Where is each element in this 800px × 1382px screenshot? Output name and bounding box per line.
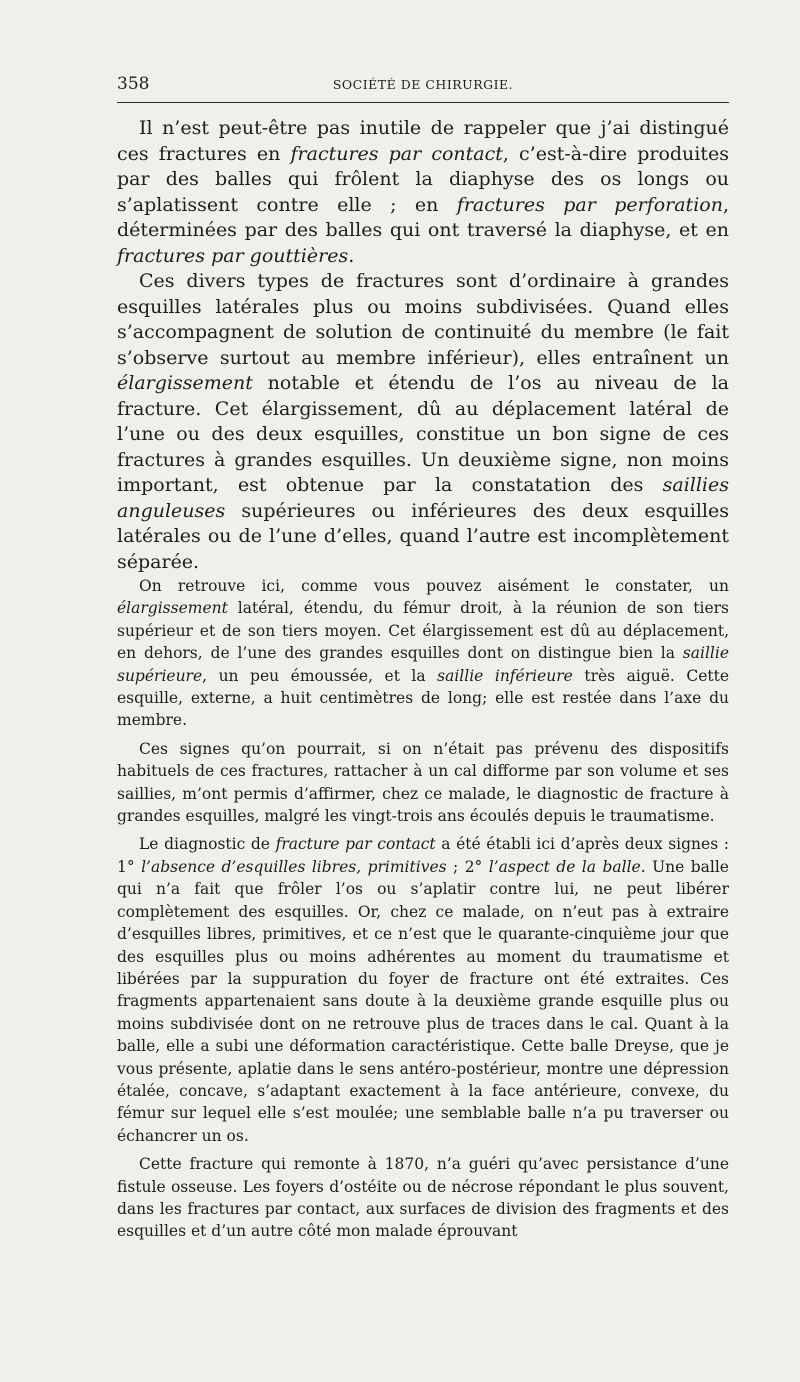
italic-term: l’absence d’esquilles libres, primitives — [141, 857, 447, 876]
text-run: a été établi ici d’après deux signes : 1° — [117, 835, 729, 876]
text-run: notable et étendu de l’os au niveau de la fracture. Cet élargissement, dû au déplacement latéral de l’une ou des deux esquilles, constitue un bon signe de ces fractures à grandes esquilles. Un deuxième signe, non moins important, est obtenue par la constatation des — [117, 372, 729, 496]
text-run: Ces divers types de fractures sont d’ordinaire à grandes esquilles latérales plus ou moins subdivisées. Quand elles s’accompagnent de solution de continuité du membre (le fait s’observe surtout au membre inférieur), elles entraînent un — [117, 270, 729, 369]
text-run: , c’est-à-dire produites par des balles qui frôlent la diaphyse des os longs ou s’aplatissent contre elle ; en — [117, 142, 729, 216]
running-head: SOCIÉTÉ DE CHIRURGIE. — [332, 77, 514, 92]
text-run: . Une balle qui n’a fait que frôler l’os ou s’aplatir contre lui, ne peut libérer complètement des esquilles. Or, chez ce malade, on n’eut pas à extraire d’esquilles libres, primitives, et ce n’est que le quarante-cinquième jour que des esquilles plus ou moins adhérentes au moment du traumatisme et libérées par la suppuration du foyer de fracture ont été extraites. Ces fragments appartenaient sans doute à la deuxième grande esquille plus ou moins subdivisée dont on ne retrouve plus de traces dans le cal. Quant à la balle, elle a subi une déformation caractéristique. Cette balle Dreyse, que je vous présente, aplatie dans le sens antéro-postérieur, montre une dépression étalée, concave, s’adaptant exactement à la face antérieure, convexe, du fémur sur lequel elle s’est moulée; une semblable balle n’a pu traverser ou échancrer un os. — [117, 857, 729, 1145]
body-text — [117, 116, 729, 1243]
italic-term: élargissement — [117, 599, 228, 618]
italic-term: élargissement — [117, 372, 253, 394]
italic-term: saillies anguleuses — [117, 474, 729, 522]
italic-term: fracture par contact — [275, 835, 436, 854]
paragraph-case-elargissement — [117, 575, 729, 732]
text-run: , déterminées par des balles qui ont traversé la diaphyse, et en — [117, 193, 729, 241]
italic-term: saillie inférieure — [437, 666, 573, 685]
italic-term: fractures par contact — [290, 142, 503, 165]
text-run: On retrouve ici, comme vous pouvez aisément le constater, un — [139, 577, 729, 595]
text-run: Il n’est peut-être pas inutile de rappeler que j’ai distingué ces fractures en — [117, 117, 729, 165]
paragraph-case-signes — [117, 738, 729, 828]
text-run: Le diagnostic de — [139, 835, 276, 854]
text-run: Ces signes qu’on pourrait, si on n’était pas prévenu des dispositifs habituels de ces fractures, rattacher à un cal difforme par son volume et ses saillies, m’ont permis d’affirmer, chez ce malade, le diagnostic de fracture à grandes esquilles, malgré les vingt-trois ans écoulés depuis le traumatisme. — [117, 739, 729, 826]
page-number: 358 — [117, 74, 150, 94]
text-run: Cette fracture qui remonte à 1870, n’a guéri qu’avec persistance d’une fistule osseuse. Les foyers d’ostéite ou de nécrose répondant le plus souvent, dans les fractures par contact, aux surfaces de division des fragments et des esquilles et d’un autre côté mon malade éprouvant — [117, 1155, 729, 1241]
italic-term: fractures par perforation — [456, 193, 723, 216]
header-rule — [117, 102, 729, 103]
paragraph-fracture-types — [117, 116, 729, 269]
paragraph-esquilles — [117, 269, 729, 575]
text-run: très aiguë. Cette esquille, externe, a huit centimètres de long; elle est restée dans l’axe du membre. — [117, 666, 729, 730]
page-header — [117, 74, 729, 100]
text-run: , un peu émoussée, et la — [202, 666, 438, 685]
italic-term: l’aspect de la balle — [488, 857, 641, 876]
paragraph-case-fistule — [117, 1153, 729, 1243]
text-run: supérieures ou inférieures des deux esquilles latérales ou de l’une d’elles, quand l’autre est incomplètement séparée. — [117, 499, 729, 573]
italic-term: fractures par gouttières — [117, 244, 349, 267]
text-run: . — [348, 244, 355, 267]
paragraph-case-diagnostic — [117, 833, 729, 1147]
italic-term: saillie supérieure — [117, 644, 729, 685]
text-run: ; 2° — [446, 857, 489, 876]
text-run: latéral, étendu, du fémur droit, à la réunion de son tiers supérieur et de son tiers moyen. Cet élargissement est dû au déplacement, en dehors, de l’une des grandes esquilles dont on distingue bien la — [117, 599, 729, 663]
